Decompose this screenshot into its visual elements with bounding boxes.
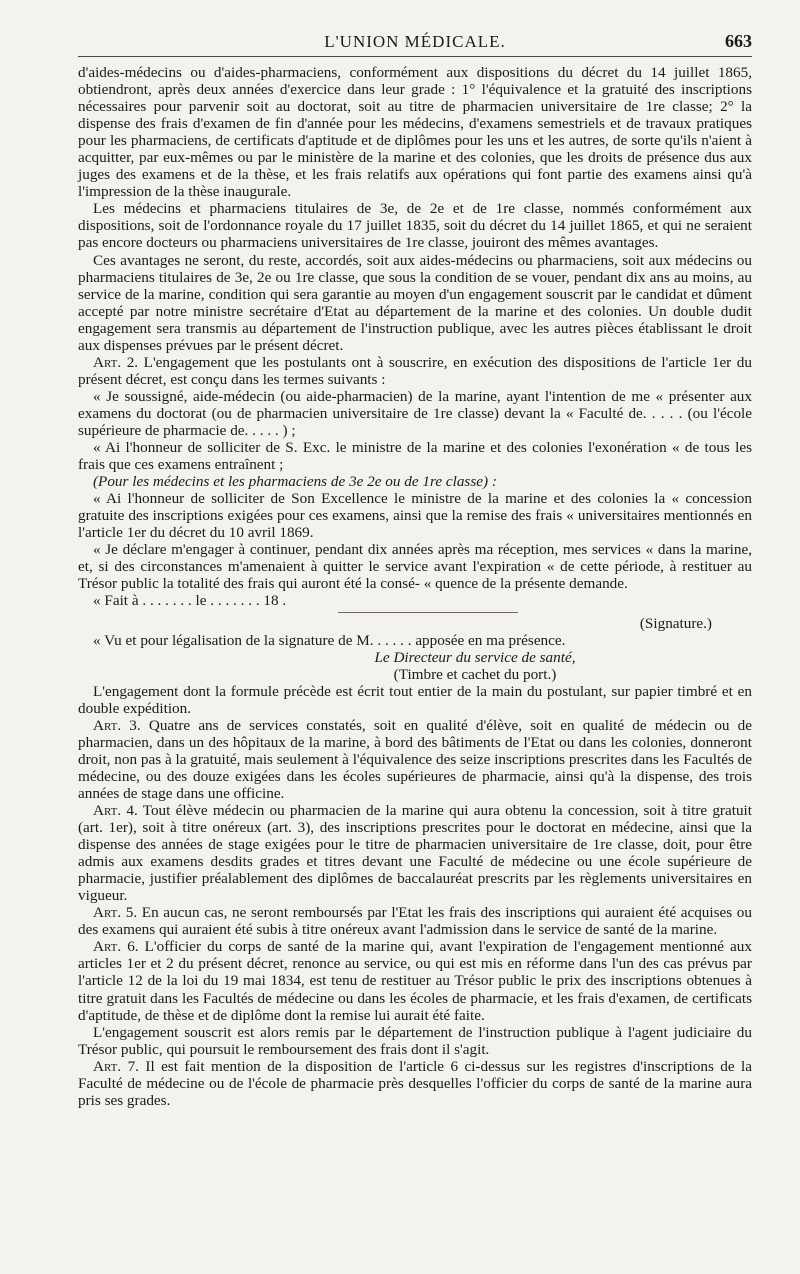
article-paragraph (78, 802, 752, 904)
article-number: Art. 4. (93, 802, 138, 820)
director-signature: Le Directeur du service de santé, (374, 648, 576, 666)
quoted-formula: « Je déclare m'engager à continuer, pendant dix années après ma réception, mes services « dans la marine, et, si des circonstances m'amenaient à quitter le service avant l'expiration « de cette période, à restituer au Trésor public la totalité des frais qui auront été la consé- « quence de la présente demande. (78, 541, 752, 593)
journal-title: L'UNION MÉDICALE. (324, 32, 506, 51)
article-number: Art. 3. (93, 716, 141, 734)
article-text: L'officier du corps de santé de la marine qui, avant l'expiration de l'engagement mentionné aux articles 1er et 2 du présent décret, renonce au service, ou qui est mis en réforme dans l'un des cas prévus par l'article 12 de la loi du 19 mai 1834, est tenu de restituer au Trésor public le prix des inscriptions obtenues à titre gratuit dans les Facultés de médecine ou dans les écoles de pharmacie, et les frais d'examen, de certificats d'aptitude, de thèse et de diplôme dont la remise lui aurait été faite. (78, 938, 752, 1024)
article-number: Art. 5. (93, 904, 138, 922)
paragraph: Les médecins et pharmaciens titulaires de 3e, de 2e et de 1re classe, nommés conformément aux dispositions, soit de l'ordonnance royale du 17 juillet 1835, soit du décret du 14 juillet 1865, et qui ne seraient pas encore docteurs ou pharmaciens universitaires de 1re classe, jouiront des mêmes avantages. (78, 200, 752, 252)
divider (338, 612, 518, 613)
paragraph: L'engagement souscrit est alors remis par le département de l'instruction publique à l'agent judiciaire du Trésor public, qui poursuit le remboursement des frais dont il s'agit. (78, 1023, 752, 1058)
article-text: Tout élève médecin ou pharmacien de la marine qui aura obtenu la concession, soit à titre gratuit (art. 1er), soit à titre onéreux (art. 3), des inscriptions prescrites pour le doctorat en médecine, ainsi que la dispense des années de stage exigées pour le titre de pharmacien universitaire de 1re classe, doit, pour être admis aux examens desdits grades et titres devant une Faculté de médecine ou une école supérieure de pharmacie, justifier préalablement des diplômes de baccalauréat prescrits par les règlements universitaires en vigueur. (78, 802, 752, 905)
formula-heading: (Pour les médecins et les pharmaciens de 3e 2e ou de 1re classe) : (93, 473, 497, 491)
article-text: L'engagement que les postulants ont à souscrire, en exécution des dispositions de l'article 1er du présent décret, est conçu dans les termes suivants : (78, 353, 752, 388)
article-paragraph (78, 904, 752, 938)
signature-label: (Signature.) (639, 614, 712, 632)
paragraph: L'engagement dont la formule précède est écrit tout entier de la main du postulant, sur papier timbré et en double expédition. (78, 682, 752, 717)
quoted-formula: « Ai l'honneur de solliciter de S. Exc. le ministre de la marine et des colonies l'exonération « de tous les frais que ces examens entraînent ; (78, 439, 752, 474)
page-header (78, 28, 752, 57)
article-paragraph (78, 354, 752, 388)
article-body (78, 64, 752, 1109)
article-number: Art. 6. (93, 938, 139, 956)
article-paragraph (78, 1058, 752, 1109)
paragraph: d'aides-médecins ou d'aides-pharmaciens, conformément aux dispositions du décret du 14 juillet 1865, obtiendront, après deux années d'exercice dans leur grade : 1° l'équivalence et la gratuité des inscriptions nécessaires pour parvenir soit au doctorat, soit au titre de pharmacien universitaire de 1re classe; 2° la dispense des frais d'examen de fin d'année pour les médecins, d'examens semestriels et de travaux pratiques pour les pharmaciens, de certificats d'aptitude et de diplômes pour les uns et les autres, de sorte qu'ils n'aient à acquitter, par eux-mêmes ou par le ministère de la marine et des colonies, que les droits de présence dus aux juges des examens et de la thèse, et les frais relatifs aux opérations qui font partie des examens ainsi qu'à l'impression de la thèse inaugurale. (78, 64, 752, 201)
article-paragraph (78, 938, 752, 1023)
article-text: Il est fait mention de la disposition de l'article 6 ci-dessus sur les registres d'inscriptions de la Faculté de médecine ou de l'école de pharmacie près desquelles l'officier du corps de santé de la marine aura pris ses grades. (78, 1057, 752, 1109)
article-text: Quatre ans de services constatés, soit en qualité d'élève, soit en qualité de médecin ou de pharmacien, dans un des hôpitaux de la marine, à bord des bâtiments de l'Etat ou dans les colonies, donneront droit, non pas à la gratuité, mais seulement à l'équivalence des seize inscriptions prescrites dans les Facultés de médecine, ou des douze exigées dans les écoles supérieures de pharmacie, ainsi qu'à la dispense, des trois années de stage dans une officine. (78, 716, 752, 802)
article-number: Art. 2. (93, 353, 139, 371)
page-number: 663 (725, 31, 752, 51)
quoted-formula: « Je soussigné, aide-médecin (ou aide-pharmacien) de la marine, ayant l'intention de me « présenter aux examens du doctorat (ou de pharmacien universitaire de 1re classe) devant la « Faculté de. . . . . (ou l'école supérieure de pharmacie de. . . . . ) ; (78, 387, 752, 439)
article-number: Art. 7. (93, 1057, 139, 1075)
legalisation-line: « Vu et pour légalisation de la signature de M. . . . . . apposée en ma présence. (93, 631, 566, 649)
paragraph: Ces avantages ne seront, du reste, accordés, soit aux aides-médecins ou pharmaciens, soit aux médecins ou pharmaciens titulaires de 3e, 2e ou 1re classe, que sous la condition de se vouer, pendant dix ans au moins, au service de la marine, condition qui sera garantie au moyen d'un engagement souscrit par le candidat et dûment accepté par notre ministre secrétaire d'Etat au département de la marine et des colonies. Un double dudit engagement sera transmis au département de l'instruction publique, avec les autres pièces établissant le droit aux dispenses prévues par le présent décret. (78, 251, 752, 354)
article-text: En aucun cas, ne seront remboursés par l'Etat les frais des inscriptions qui auraient été acquises ou des examens qui auraient été subis à titre onéreux avant l'admission dans le service de santé de la marine. (78, 904, 752, 939)
quoted-formula: « Ai l'honneur de solliciter de Son Excellence le ministre de la marine et des colonies la « concession gratuite des inscriptions exigées pour ces examens, ainsi que la remise des frais « universitaires mentionnés en l'article 1er du décret du 10 avril 1869. (78, 490, 752, 542)
article-paragraph (78, 717, 752, 802)
stamp-label: (Timbre et cachet du port.) (393, 665, 557, 683)
formula-date-line: « Fait à . . . . . . . le . . . . . . . 18 . (93, 592, 287, 610)
